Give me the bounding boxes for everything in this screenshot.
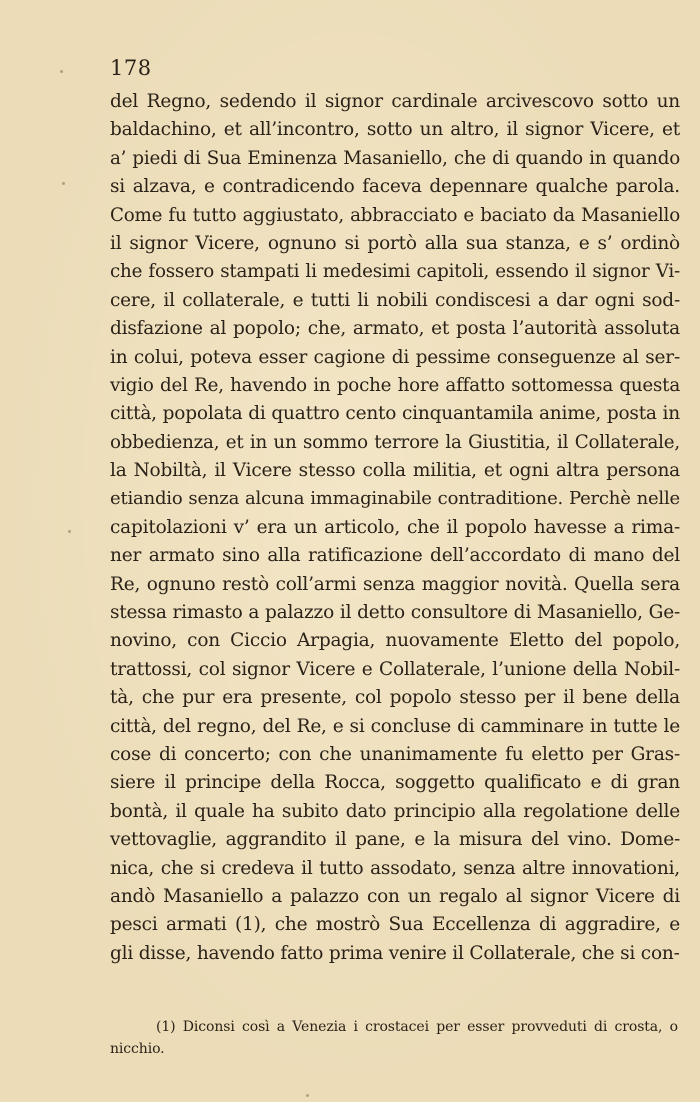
text-line: bontà, il quale ha subito dato principio alla regolatione delle bbox=[110, 800, 680, 822]
text-line: Re, ognuno restò coll’armi senza maggior novità. Quella sera bbox=[110, 573, 680, 595]
text-line: obbedienza, et in un sommo terrore la Giustitia, il Collaterale, bbox=[110, 431, 680, 453]
body-text bbox=[110, 88, 680, 968]
paper-speck bbox=[60, 70, 63, 73]
text-line: stessa rimasto a palazzo il detto consultore di Masaniello, Ge- bbox=[110, 602, 680, 624]
text-line: si alzava, e contradicendo faceva depennare qualche parola. bbox=[110, 176, 680, 198]
text-line: la Nobiltà, il Vicere stesso colla militia, et ogni altra persona bbox=[110, 460, 680, 482]
text-line: tà, che pur era presente, col popolo stesso per il bene della bbox=[110, 687, 680, 709]
text-line: che fossero stampati li medesimi capitoli, essendo il signor Vi- bbox=[110, 261, 680, 283]
footnote-line: nicchio. bbox=[110, 1041, 165, 1057]
text-line: gli disse, havendo fatto prima venire il Collaterale, che si con- bbox=[110, 942, 680, 964]
text-line: siere il principe della Rocca, soggetto qualificato e di gran bbox=[110, 772, 680, 794]
footnote-line: (1) Diconsi così a Venezia i crostacei per esser provveduti di crosta, o bbox=[156, 1019, 678, 1035]
text-line: cose di concerto; con che unanimamente fu eletto per Gras- bbox=[110, 743, 680, 765]
text-line: capitolazioni v’ era un articolo, che il popolo havesse a rima- bbox=[110, 516, 680, 538]
paper-speck bbox=[306, 1094, 309, 1097]
paper-speck bbox=[62, 182, 65, 185]
text-line: ner armato sino alla ratificazione dell’accordato di mano del bbox=[110, 545, 680, 567]
text-line: novino, con Ciccio Arpagia, nuovamente Eletto del popolo, bbox=[110, 630, 680, 652]
text-line: cere, il collaterale, e tutti li nobili condiscesi a dar ogni sod- bbox=[110, 289, 680, 311]
text-line: baldachino, et all’incontro, sotto un altro, il signor Vicere, et bbox=[110, 119, 680, 141]
text-line: pesci armati (1), che mostrò Sua Eccellenza di aggradire, e bbox=[110, 914, 680, 936]
page-number: 178 bbox=[110, 56, 152, 80]
footnote bbox=[110, 1016, 678, 1060]
text-line: a’ piedi di Sua Eminenza Masaniello, che di quando in quando bbox=[110, 147, 680, 169]
text-line: trattossi, col signor Vicere e Collaterale, l’unione della Nobil- bbox=[110, 658, 680, 680]
text-line: andò Masaniello a palazzo con un regalo al signor Vicere di bbox=[110, 885, 680, 907]
text-line: etiandio senza alcuna immaginabile contraditione. Perchè nelle bbox=[110, 488, 680, 510]
text-line: in colui, poteva esser cagione di pessime conseguenze al ser- bbox=[110, 346, 680, 368]
text-line: vigio del Re, havendo in poche hore affatto sottomessa questa bbox=[110, 374, 680, 396]
text-line: città, del regno, del Re, e si concluse di camminare in tutte le bbox=[110, 715, 680, 737]
text-line: vettovaglie, aggrandito il pane, e la misura del vino. Dome- bbox=[110, 829, 680, 851]
paper-speck bbox=[68, 530, 71, 533]
text-line: Come fu tutto aggiustato, abbracciato e baciato da Masaniello bbox=[110, 204, 680, 226]
text-line: nica, che si credeva il tutto assodato, senza altre innovationi, bbox=[110, 857, 680, 879]
text-line: del Regno, sedendo il signor cardinale arcivescovo sotto un bbox=[110, 91, 680, 112]
text-line: città, popolata di quattro cento cinquantamila anime, posta in bbox=[110, 403, 680, 425]
text-line: disfazione al popolo; che, armato, et posta l’autorità assoluta bbox=[110, 318, 680, 340]
text-line: il signor Vicere, ognuno si portò alla sua stanza, e s’ ordinò bbox=[110, 232, 680, 254]
